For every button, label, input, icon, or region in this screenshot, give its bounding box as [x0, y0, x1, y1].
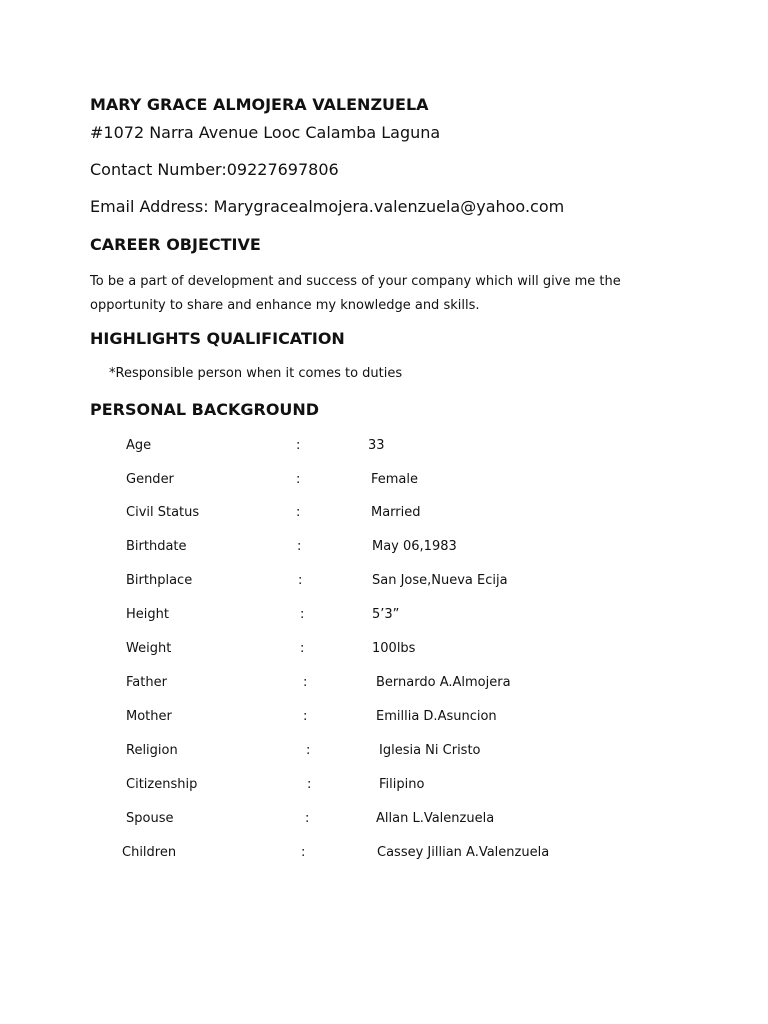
career-objective-text: To be a part of development and success of your company which will give me the opportunity to share and enhance my knowledge and skills. [90, 274, 621, 313]
pb-value-birthplace: San Jose,Nueva Ecija [372, 573, 508, 588]
pb-value-birthdate: May 06,1983 [372, 539, 457, 554]
pb-label-religion: Religion [126, 743, 178, 758]
contact-line: Contact Number:09227697806 [90, 160, 339, 179]
pb-value-height: 5’3” [372, 607, 400, 622]
pb-colon: : [297, 539, 302, 554]
pb-value-religion: Iglesia Ni Cristo [379, 743, 481, 758]
pb-value-children: Cassey Jillian A.Valenzuela [377, 845, 550, 860]
pb-label-age: Age [126, 438, 152, 453]
personal-background-heading: PERSONAL BACKGROUND [90, 400, 320, 419]
pb-colon: : [303, 675, 308, 690]
pb-label-children: Children [122, 845, 177, 860]
pb-colon: : [307, 777, 312, 792]
pb-value-age: 33 [368, 438, 385, 453]
pb-label-birthdate: Birthdate [126, 539, 187, 554]
highlights-heading: HIGHLIGHTS QUALIFICATION [90, 329, 345, 348]
pb-label-father: Father [126, 675, 167, 690]
pb-colon: : [296, 472, 301, 487]
pb-label-citizenship: Citizenship [126, 777, 198, 792]
pb-value-civil-status: Married [371, 505, 421, 520]
email-line: Email Address: Marygracealmojera.valenzuela@yahoo.com [90, 197, 565, 216]
applicant-name: MARY GRACE ALMOJERA VALENZUELA [90, 95, 429, 114]
pb-value-citizenship: Filipino [379, 777, 425, 792]
pb-colon: : [303, 709, 308, 724]
pb-label-mother: Mother [126, 709, 172, 724]
pb-value-father: Bernardo A.Almojera [376, 675, 511, 690]
pb-value-spouse: Allan L.Valenzuela [376, 811, 495, 826]
career-objective-heading: CAREER OBJECTIVE [90, 235, 261, 254]
pb-label-spouse: Spouse [126, 811, 174, 826]
pb-colon: : [298, 573, 303, 588]
pb-colon: : [300, 607, 305, 622]
pb-label-birthplace: Birthplace [126, 573, 193, 588]
pb-label-height: Height [126, 607, 169, 622]
highlight-item: *Responsible person when it comes to duties [109, 366, 403, 381]
pb-colon: : [301, 845, 306, 860]
pb-label-civil-status: Civil Status [126, 505, 200, 520]
pb-colon: : [296, 505, 301, 520]
pb-label-weight: Weight [126, 641, 172, 656]
pb-colon: : [306, 743, 311, 758]
pb-value-weight: 100lbs [372, 641, 416, 656]
pb-colon: : [296, 438, 301, 453]
address-line: #1072 Narra Avenue Looc Calamba Laguna [90, 123, 441, 142]
pb-colon: : [305, 811, 310, 826]
pb-label-gender: Gender [126, 472, 174, 487]
pb-value-mother: Emillia D.Asuncion [376, 709, 497, 724]
pb-colon: : [300, 641, 305, 656]
pb-value-gender: Female [371, 472, 419, 487]
